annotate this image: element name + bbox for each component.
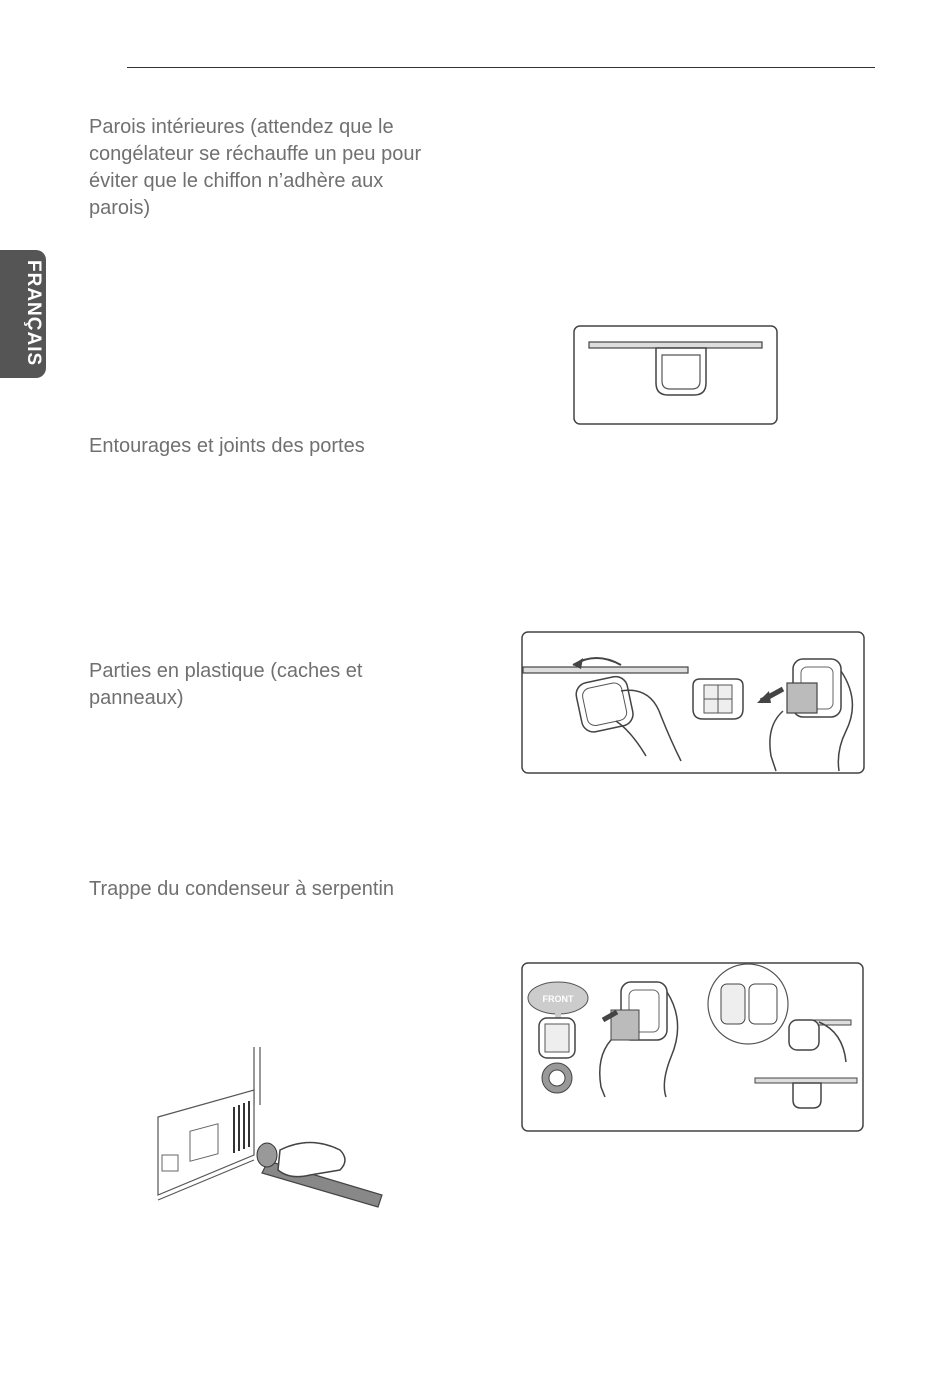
front-label: FRONT xyxy=(542,994,574,1004)
heading-condenser-coil: Trappe du condenseur à serpentin xyxy=(89,878,395,900)
filter-install-figure xyxy=(521,962,864,1132)
heading-inner-walls: Parois intérieures (attendez que le congélateur se réchauffe un peu pour éviter que le chiffon n’adhère aux parois) xyxy=(89,116,422,219)
filter-housing-figure xyxy=(573,325,778,425)
language-tab xyxy=(0,250,46,378)
filter-removal-figure xyxy=(521,631,865,774)
heading-plastic-parts: Parties en plastique (caches et panneaux) xyxy=(89,660,363,709)
header-rule xyxy=(127,67,875,68)
language-tab-label: FRANÇAIS xyxy=(23,260,44,367)
condenser-vacuum-figure xyxy=(150,1045,385,1210)
heading-door-liners: Entourages et joints des portes xyxy=(89,435,365,457)
